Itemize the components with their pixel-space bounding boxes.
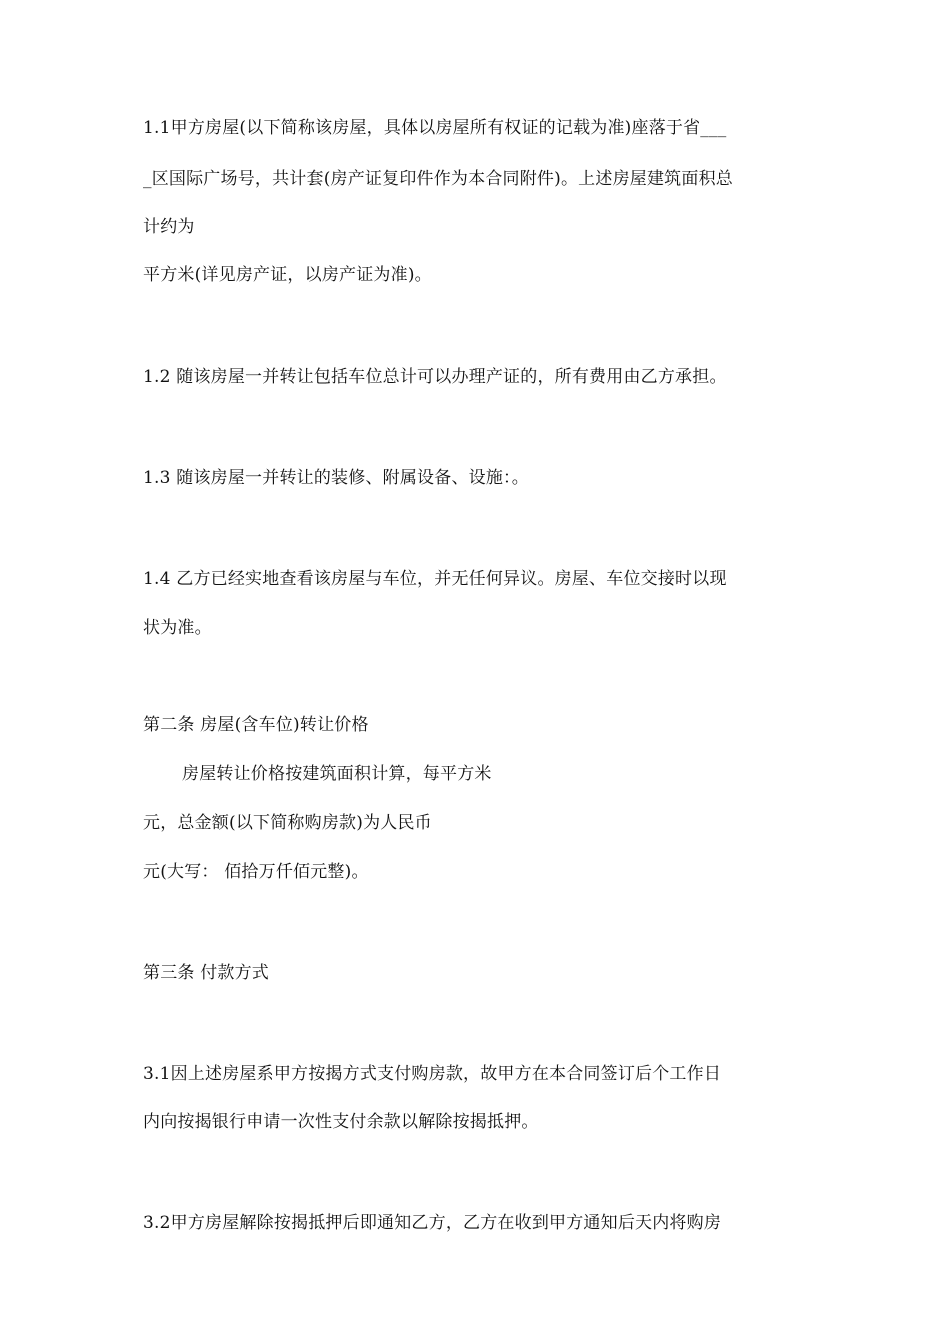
- clause-1-1-line-1: 1.1甲方房屋(以下简称该房屋，具体以房屋所有权证的记载为准)座落于省___: [143, 118, 727, 138]
- clause-3-1-line-2: 内向按揭银行申请一次性支付余款以解除按揭抵押。: [143, 1112, 539, 1132]
- clause-1-4-line-2: 状为准。: [143, 618, 212, 638]
- article-2-line-2: 元，总金额(以下简称购房款)为人民币: [143, 813, 432, 833]
- clause-1-1-line-4: 平方米(详见房产证，以房产证为准)。: [143, 265, 432, 285]
- clause-3-2-line-1: 3.2甲方房屋解除按揭抵押后即通知乙方，乙方在收到甲方通知后天内将购房: [143, 1213, 722, 1233]
- clause-3-1-line-1: 3.1因上述房屋系甲方按揭方式支付购房款，故甲方在本合同签订后个工作日: [143, 1064, 722, 1084]
- clause-1-4-line-1: 1.4 乙方已经实地查看该房屋与车位，并无任何异议。房屋、车位交接时以现: [143, 569, 727, 589]
- article-2-line-3: 元(大写： 佰拾万仟佰元整)。: [143, 862, 369, 882]
- clause-1-1-line-3: 计约为: [143, 217, 195, 237]
- clause-1-3: 1.3 随该房屋一并转让的装修、附属设备、设施：。: [143, 468, 529, 488]
- clause-1-1-line-2: _区国际广场号，共计套(房产证复印件作为本合同附件)。上述房屋建筑面积总: [143, 169, 733, 189]
- article-2-line-1: 房屋转让价格按建筑面积计算，每平方米: [182, 764, 492, 784]
- article-2-heading: 第二条 房屋(含车位)转让价格: [143, 715, 369, 735]
- article-3-heading: 第三条 付款方式: [143, 963, 270, 983]
- clause-1-2: 1.2 随该房屋一并转让包括车位总计可以办理产证的，所有费用由乙方承担。: [143, 367, 727, 387]
